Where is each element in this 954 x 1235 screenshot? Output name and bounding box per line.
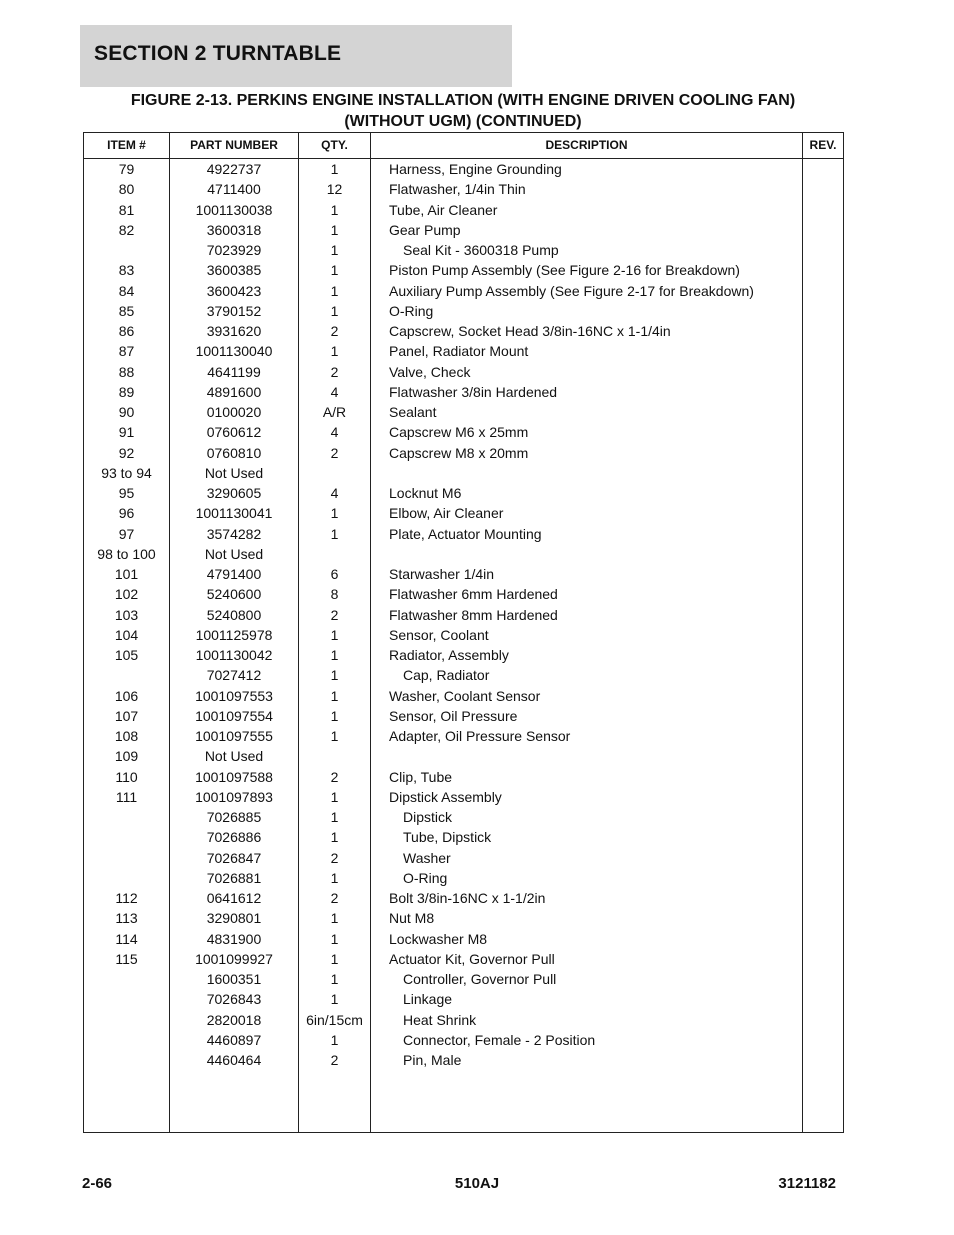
quantity-cell: 1 <box>330 505 339 522</box>
table-row <box>84 807 843 827</box>
part-number-cell: 7023929 <box>206 242 262 258</box>
figure-title-line-2: (WITHOUT UGM) (CONTINUED) <box>344 113 582 130</box>
table-row <box>84 382 843 402</box>
quantity-cell: 4 <box>330 383 339 400</box>
page-number: 2-66 <box>82 1175 113 1192</box>
description-cell: Piston Pump Assembly (See Figure 2-16 for Breakdown) <box>389 262 740 279</box>
table-row <box>84 1050 843 1070</box>
item-number-cell: 80 <box>118 181 135 198</box>
table-row <box>84 848 843 868</box>
table-row <box>84 746 843 766</box>
table-row <box>84 159 843 179</box>
table-row <box>84 625 843 645</box>
parts-table <box>83 132 844 1133</box>
description-cell: Washer, Coolant Sensor <box>389 687 541 704</box>
part-number-cell: 1600351 <box>206 971 262 987</box>
quantity-cell: 1 <box>330 667 339 684</box>
description-cell: Flatwasher, 1/4in Thin <box>389 181 526 198</box>
item-number-cell: 105 <box>114 647 139 663</box>
description-cell: Capscrew M8 x 20mm <box>389 444 529 461</box>
quantity-cell: 2 <box>330 1052 339 1068</box>
quantity-cell: 2 <box>330 444 339 461</box>
description-cell: Linkage <box>403 991 453 1008</box>
part-number-cell: 1001125978 <box>195 626 273 643</box>
description-cell: Capscrew M6 x 25mm <box>389 424 529 441</box>
quantity-cell: 1 <box>330 869 339 886</box>
table-row <box>84 584 843 604</box>
part-number-cell: 7026886 <box>206 829 262 846</box>
description-cell: Pin, Male <box>403 1052 462 1068</box>
item-number-cell: 89 <box>118 383 135 400</box>
item-number-cell: 91 <box>118 424 135 441</box>
part-number-cell: 0760810 <box>206 444 262 461</box>
section-banner <box>80 25 512 87</box>
part-number-cell: 2820018 <box>206 1011 262 1028</box>
description-cell: O-Ring <box>403 869 448 886</box>
description-cell: O-Ring <box>389 302 434 319</box>
table-row <box>84 179 843 199</box>
quantity-cell: 2 <box>330 890 339 906</box>
part-number-cell: 4922737 <box>206 161 262 177</box>
item-number-cell: 113 <box>115 910 138 927</box>
item-number-cell: 95 <box>118 485 135 501</box>
description-cell: Starwasher 1/4in <box>389 566 495 582</box>
table-row <box>84 463 843 483</box>
part-number-cell: Not Used <box>204 464 264 481</box>
quantity-cell: 12 <box>326 181 343 198</box>
item-number-cell: 103 <box>114 606 139 623</box>
table-row <box>84 260 843 280</box>
part-number-cell: Not Used <box>204 545 264 562</box>
item-number-cell: 112 <box>115 890 138 906</box>
table-row <box>84 665 843 685</box>
part-number-cell: 3600318 <box>206 221 262 238</box>
item-number-cell: 101 <box>114 566 139 582</box>
description-cell: Sensor, Oil Pressure <box>389 707 518 724</box>
description-cell: Locknut M6 <box>389 485 462 501</box>
part-number-cell: 3290801 <box>206 910 262 927</box>
quantity-cell: 1 <box>330 242 339 258</box>
document-number: 3121182 <box>778 1175 836 1192</box>
quantity-cell: 2 <box>330 363 339 380</box>
quantity-cell: 6 <box>330 566 339 582</box>
part-number-cell: 1001097553 <box>195 687 273 704</box>
table-row <box>84 200 843 220</box>
header-item: ITEM # <box>107 138 146 152</box>
table-row <box>84 362 843 382</box>
description-cell: Tube, Air Cleaner <box>389 201 498 218</box>
item-number-cell: 82 <box>118 221 135 238</box>
part-number-cell: 7026843 <box>206 991 262 1008</box>
table-row <box>84 767 843 787</box>
part-number-cell: 3600423 <box>206 282 262 299</box>
description-cell: Washer <box>403 849 451 866</box>
part-number-cell: 4891600 <box>206 383 262 400</box>
table-row <box>84 503 843 523</box>
item-number-cell: 84 <box>118 282 135 299</box>
table-row <box>84 301 843 321</box>
description-cell: Sealant <box>389 404 437 420</box>
item-number-cell: 109 <box>114 748 139 765</box>
quantity-cell: 1 <box>330 788 339 805</box>
part-number-cell: 7027412 <box>206 667 262 684</box>
table-row <box>84 989 843 1009</box>
item-number-cell: 86 <box>118 323 135 339</box>
description-cell: Lockwasher M8 <box>389 930 488 947</box>
description-cell: Connector, Female - 2 Position <box>403 1031 596 1048</box>
description-cell: Valve, Check <box>389 363 471 380</box>
figure-title <box>82 90 844 132</box>
description-cell: Tube, Dipstick <box>403 829 492 846</box>
quantity-cell: 4 <box>330 485 339 501</box>
table-row <box>84 686 843 706</box>
quantity-cell: 6in/15cm <box>306 1011 363 1028</box>
description-cell: Sensor, Coolant <box>389 626 489 643</box>
quantity-cell: 1 <box>330 930 339 947</box>
part-number-cell: 0641612 <box>206 890 262 906</box>
quantity-cell: 1 <box>330 950 339 967</box>
item-number-cell: 110 <box>115 768 138 785</box>
quantity-cell: 2 <box>330 849 339 866</box>
table-row <box>84 281 843 301</box>
header-qty: QTY. <box>321 138 348 152</box>
part-number-cell: 1001097588 <box>195 768 273 785</box>
part-number-cell: 7026847 <box>206 849 262 866</box>
quantity-cell: 1 <box>330 201 339 218</box>
item-number-cell: 92 <box>118 444 135 461</box>
quantity-cell: 8 <box>330 586 339 603</box>
description-cell: Seal Kit - 3600318 Pump <box>403 242 559 258</box>
description-cell: Harness, Engine Grounding <box>389 161 562 177</box>
quantity-cell: 1 <box>330 221 339 238</box>
table-row <box>84 787 843 807</box>
part-number-cell: 4641199 <box>207 363 261 380</box>
table-row <box>84 443 843 463</box>
quantity-cell: 1 <box>330 525 339 542</box>
quantity-cell: 1 <box>330 647 339 663</box>
part-number-cell: 1001099927 <box>195 950 273 967</box>
quantity-cell: 1 <box>330 1031 339 1048</box>
description-cell: Actuator Kit, Governor Pull <box>389 950 555 967</box>
item-number-cell: 107 <box>114 707 139 724</box>
quantity-cell: 1 <box>330 971 339 987</box>
table-row <box>84 1010 843 1030</box>
table-row <box>84 645 843 665</box>
table-row <box>84 402 843 422</box>
description-cell: Heat Shrink <box>403 1011 477 1028</box>
table-row <box>84 564 843 584</box>
item-number-cell: 81 <box>118 201 135 218</box>
item-number-cell: 106 <box>114 687 139 704</box>
description-cell: Nut M8 <box>389 910 435 927</box>
item-number-cell: 87 <box>118 343 135 360</box>
item-number-cell: 88 <box>118 363 135 380</box>
table-row <box>84 949 843 969</box>
part-number-cell: 1001097554 <box>195 707 273 724</box>
quantity-cell: 1 <box>330 626 339 643</box>
table-row <box>84 726 843 746</box>
part-number-cell: Not Used <box>204 748 264 765</box>
item-number-cell: 108 <box>114 728 139 744</box>
item-number-cell: 90 <box>118 404 135 420</box>
description-cell: Capscrew, Socket Head 3/8in-16NC x 1-1/4in <box>389 323 671 339</box>
quantity-cell: 1 <box>330 262 339 279</box>
part-number-cell: 1001130040 <box>195 343 273 360</box>
figure-title-line-1: FIGURE 2-13. PERKINS ENGINE INSTALLATION (WITH ENGINE DRIVEN COOLING FAN) <box>130 92 796 109</box>
table-row <box>84 240 843 260</box>
table-row <box>84 341 843 361</box>
item-number-cell: 111 <box>115 788 138 805</box>
part-number-cell: 4831900 <box>206 930 262 947</box>
quantity-cell: 1 <box>330 910 339 927</box>
description-cell: Auxiliary Pump Assembly (See Figure 2-17 for Breakdown) <box>389 282 754 299</box>
table-row <box>84 321 843 341</box>
table-row <box>84 929 843 949</box>
table-row <box>84 868 843 888</box>
quantity-cell: 1 <box>330 707 339 724</box>
quantity-cell: 2 <box>330 768 339 785</box>
part-number-cell: 1001097893 <box>195 788 273 805</box>
description-cell: Controller, Governor Pull <box>403 971 557 987</box>
part-number-cell: 0760612 <box>206 424 262 441</box>
description-cell: Adapter, Oil Pressure Sensor <box>389 728 571 744</box>
description-cell: Flatwasher 8mm Hardened <box>389 606 558 623</box>
part-number-cell: 4711400 <box>207 181 261 198</box>
part-number-cell: 5240800 <box>206 606 262 623</box>
quantity-cell: 4 <box>330 424 339 441</box>
part-number-cell: 4460897 <box>206 1031 262 1048</box>
description-cell: Flatwasher 6mm Hardened <box>389 586 558 603</box>
part-number-cell: 1001130041 <box>195 505 273 522</box>
quantity-cell: 1 <box>330 343 339 360</box>
header-description: DESCRIPTION <box>545 138 628 152</box>
table-row <box>84 1030 843 1050</box>
description-cell: Gear Pump <box>389 221 461 238</box>
part-number-cell: 3931620 <box>206 323 262 339</box>
description-cell: Dipstick Assembly <box>389 788 502 805</box>
part-number-cell: 3290605 <box>206 485 262 501</box>
quantity-cell: 1 <box>330 302 339 319</box>
table-body <box>84 159 843 1070</box>
part-number-cell: 3600385 <box>206 262 262 279</box>
quantity-cell: 1 <box>330 161 339 177</box>
part-number-cell: 5240600 <box>206 586 262 603</box>
quantity-cell: 1 <box>330 282 339 299</box>
part-number-cell: 7026885 <box>206 809 262 825</box>
quantity-cell: 1 <box>330 687 339 704</box>
item-number-cell: 79 <box>118 161 135 177</box>
table-row <box>84 706 843 726</box>
item-number-cell: 115 <box>115 950 138 967</box>
part-number-cell: 1001130038 <box>195 201 273 218</box>
part-number-cell: 1001097555 <box>195 728 273 744</box>
part-number-cell: 4791400 <box>206 566 262 582</box>
table-row <box>84 422 843 442</box>
description-cell: Bolt 3/8in-16NC x 1-1/2in <box>389 890 546 906</box>
quantity-cell: 1 <box>330 991 339 1008</box>
item-number-cell: 104 <box>114 626 139 643</box>
item-number-cell: 114 <box>115 930 138 947</box>
table-row <box>84 483 843 503</box>
description-cell: Clip, Tube <box>389 768 453 785</box>
quantity-cell: 1 <box>330 829 339 846</box>
description-cell: Dipstick <box>403 809 453 825</box>
description-cell: Elbow, Air Cleaner <box>389 505 504 522</box>
description-cell: Cap, Radiator <box>403 667 490 684</box>
section-title: SECTION 2 TURNTABLE <box>94 42 342 65</box>
table-row <box>84 605 843 625</box>
quantity-cell: A/R <box>322 404 347 420</box>
item-number-cell: 98 to 100 <box>97 545 156 562</box>
quantity-cell: 2 <box>330 606 339 623</box>
header-rev: REV. <box>809 138 837 152</box>
table-header <box>84 133 843 159</box>
part-number-cell: 1001130042 <box>195 647 273 663</box>
quantity-cell: 1 <box>330 728 339 744</box>
model-name: 510AJ <box>454 1175 500 1192</box>
table-row <box>84 220 843 240</box>
quantity-cell: 2 <box>330 323 339 339</box>
quantity-cell: 1 <box>330 809 339 825</box>
table-row <box>84 827 843 847</box>
item-number-cell: 93 to 94 <box>101 464 152 481</box>
description-cell: Panel, Radiator Mount <box>389 343 529 360</box>
header-part-number: PART NUMBER <box>190 138 278 152</box>
part-number-cell: 0100020 <box>206 404 262 420</box>
part-number-cell: 7026881 <box>206 869 262 886</box>
part-number-cell: 3790152 <box>206 302 262 319</box>
description-cell: Flatwasher 3/8in Hardened <box>389 383 558 400</box>
description-cell: Radiator, Assembly <box>389 647 509 663</box>
item-number-cell: 85 <box>118 302 135 319</box>
item-number-cell: 97 <box>118 525 135 542</box>
item-number-cell: 96 <box>118 505 135 522</box>
table-row <box>84 908 843 928</box>
table-row <box>84 888 843 908</box>
description-cell: Plate, Actuator Mounting <box>389 525 542 542</box>
table-row <box>84 969 843 989</box>
table-row <box>84 544 843 564</box>
part-number-cell: 4460464 <box>206 1052 262 1068</box>
item-number-cell: 83 <box>118 262 135 279</box>
table-row <box>84 524 843 544</box>
part-number-cell: 3574282 <box>206 525 262 542</box>
item-number-cell: 102 <box>114 586 139 603</box>
